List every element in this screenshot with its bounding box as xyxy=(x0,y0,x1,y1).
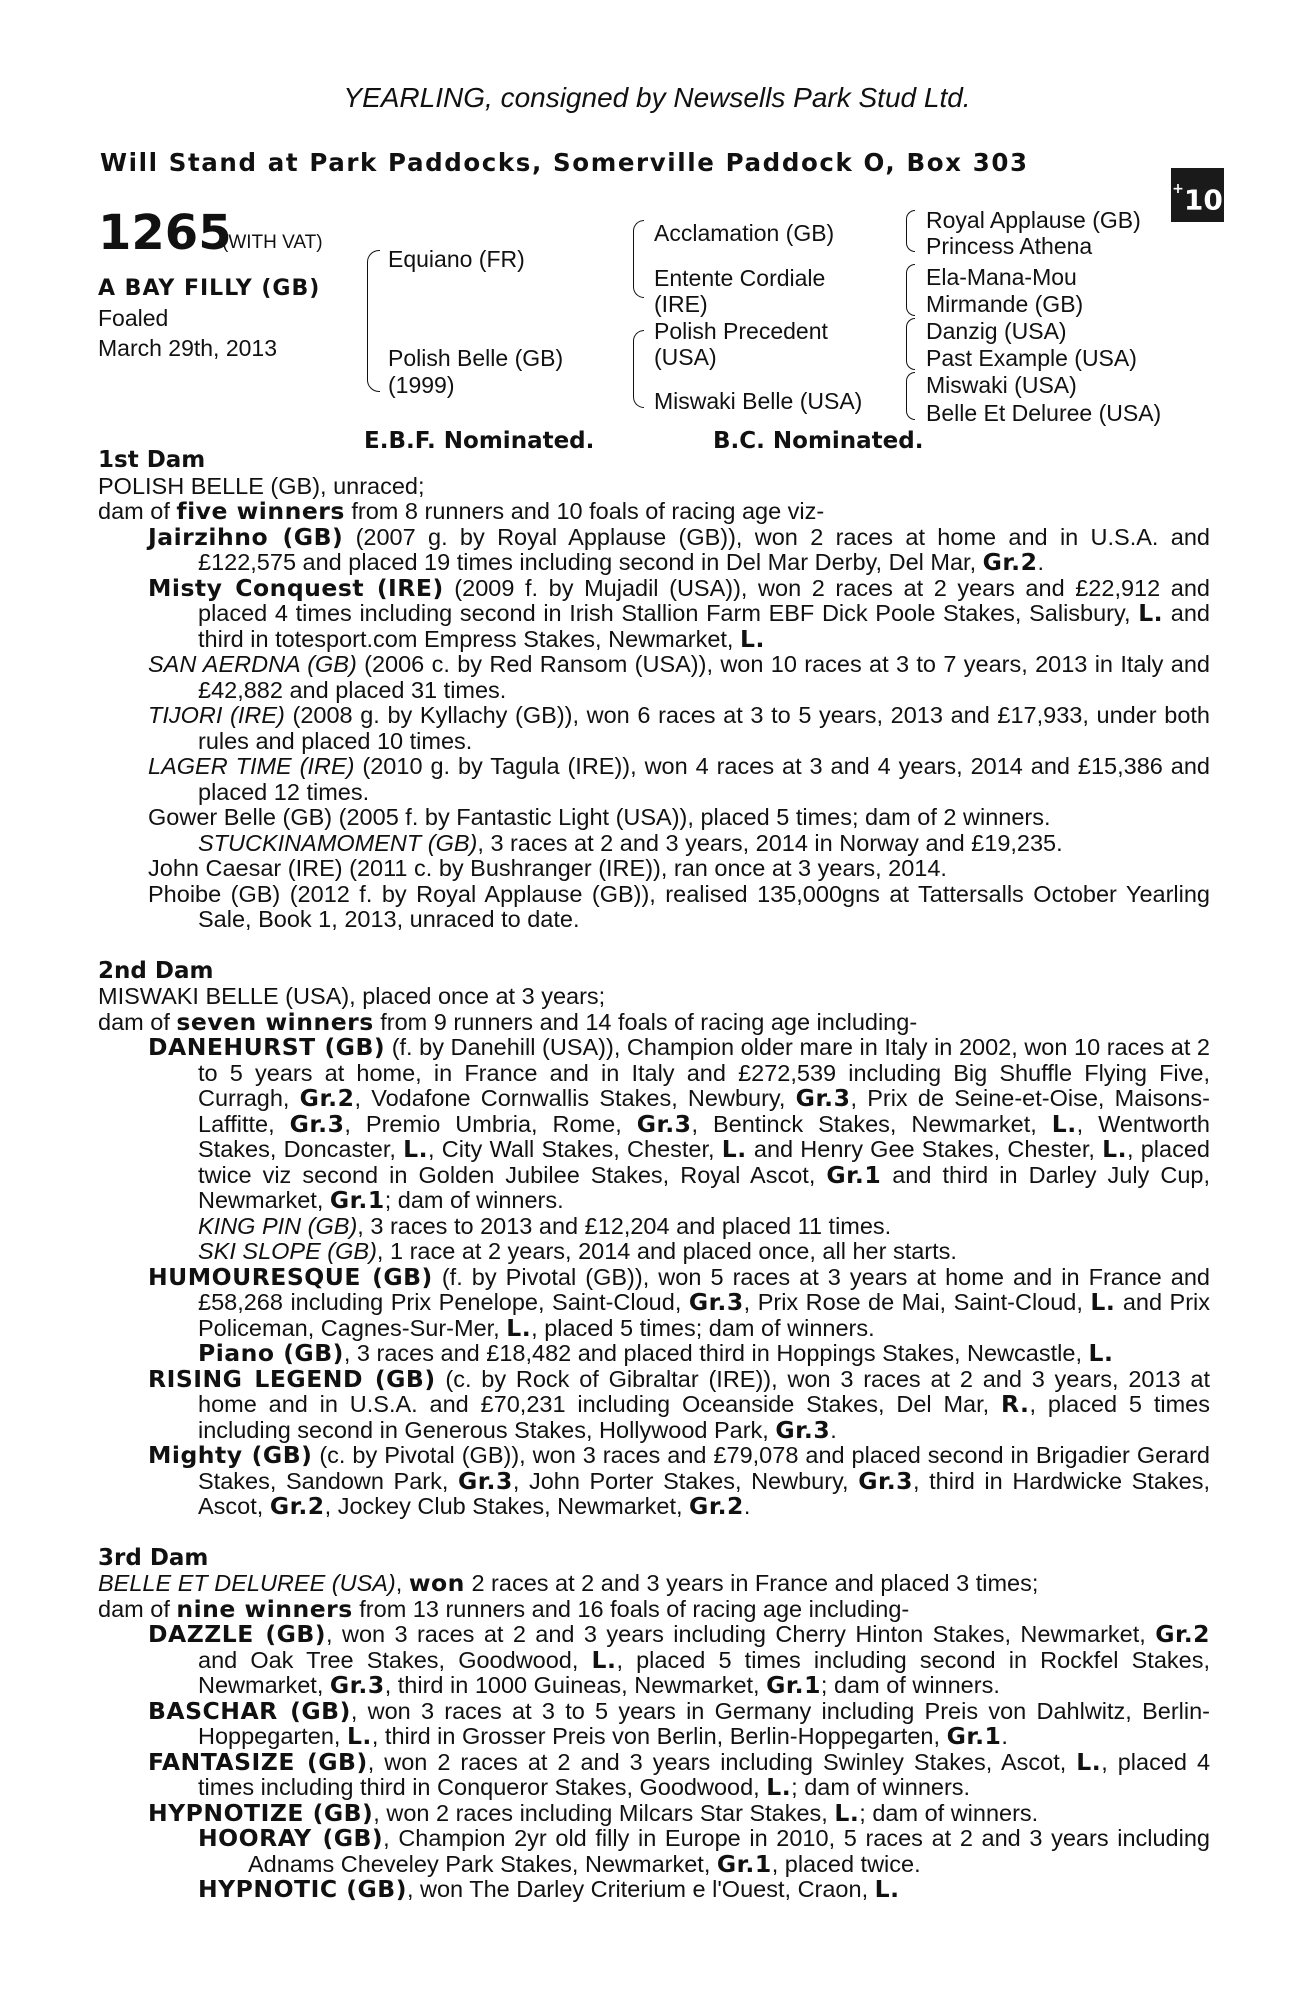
txt: , 3 races to 2013 and £12,204 and placed 11 times. xyxy=(357,1212,892,1239)
progeny-entry xyxy=(98,652,1210,703)
progeny-entry: Jairzihno (GB) (2007 g. by Royal Applause (GB)), won 2 races at home and in U.S.A. and £122,575 and placed 19 times including second in Del Mar Derby, Del Mar, Gr.2. xyxy=(148,522,1210,576)
txt: , won 3 races at 2 and 3 years including Cherry Hinton Stakes, Newmarket, xyxy=(326,1621,1156,1647)
txt: , won 2 races including Milcars Star Stakes, xyxy=(373,1799,835,1826)
txt: (c. by Pivotal (GB)), won 3 races and £79,078 and placed second in Brigadier Gerard Stakes, Sandown Park, xyxy=(198,1442,1210,1494)
txt: , City Wall Stakes, Chester, xyxy=(428,1136,722,1162)
brace-5 xyxy=(906,264,915,316)
txt: and third in Darley July Cup, Newmarket, xyxy=(198,1161,1210,1213)
horse-name: STUCKINAMOMENT (GB) xyxy=(198,829,478,856)
grade: Gr.1 xyxy=(766,1671,821,1699)
brace-3 xyxy=(633,330,644,408)
second-dam-produce xyxy=(98,1007,1210,1036)
txt: , third in Hardwicke Stakes, Ascot, xyxy=(198,1467,1210,1519)
progeny-entry xyxy=(98,1262,1210,1342)
third-dam-title: 3rd Dam xyxy=(98,1544,209,1571)
g2b: Mirmande (GB) xyxy=(926,291,1084,317)
txt: and third in totesport.com Empress Stakes, Newmarket, xyxy=(198,600,1210,652)
txt: (f. by Danehill (USA)), Champion older mare in Italy in 2002, won 10 races at 2 to 5 years at home, in France and in Italy and £272,539 including Big Shuffle Flying Five, Curragh, xyxy=(198,1034,1211,1111)
txt: from 9 runners and 14 foals of racing age including- xyxy=(373,1008,918,1035)
grade: L. xyxy=(1138,599,1164,627)
horse-name: RISING LEGEND (GB) xyxy=(148,1364,436,1393)
txt: , Prix de Seine-et-Oise, Maisons-Laffitte, xyxy=(198,1085,1210,1137)
txt: , 3 races and £18,482 and placed third in Hoppings Stakes, Newcastle, xyxy=(343,1340,1089,1366)
progeny-sub-entry xyxy=(98,831,1210,857)
grade: Gr.3 xyxy=(329,1671,385,1699)
stand-location: Will Stand at Park Paddocks, Somerville Paddock O, Box 303 xyxy=(100,148,1029,177)
horse-name: HOORAY (GB) xyxy=(198,1824,384,1852)
g4b: Belle Et Deluree (USA) xyxy=(926,400,1162,426)
txt: 2 races at 2 and 3 years in France and placed 3 times; xyxy=(464,1570,1039,1596)
vat-badge xyxy=(1171,168,1224,222)
txt: , placed 4 times including third in Conqueror Stakes, Goodwood, xyxy=(198,1748,1211,1800)
first-dam-line: POLISH BELLE (GB), unraced; xyxy=(98,472,425,499)
txt: (2007 g. by Royal Applause (GB)), won 2 races at home and in U.S.A. and £122,575 and placed 19 times including second in Del Mar Derby, Del Mar, xyxy=(198,523,1210,575)
txt: , Wentworth Stakes, Doncaster, xyxy=(198,1110,1210,1162)
txt: , Prix Rose de Mai, Saint-Cloud, xyxy=(743,1289,1091,1315)
first-dam-produce xyxy=(98,499,1210,525)
horse-name: DAZZLE (GB) xyxy=(148,1620,327,1648)
horse-name: SKI SLOPE (GB) xyxy=(198,1238,377,1264)
grade: Gr.3 xyxy=(775,1415,831,1444)
dam-sire-line1: Polish Precedent xyxy=(654,318,828,344)
progeny-entry xyxy=(98,1798,1210,1827)
horse-name: TIJORI (IRE) xyxy=(148,702,285,728)
foaled-info xyxy=(98,303,338,363)
grade: Gr.1 xyxy=(329,1186,385,1214)
g4a: Miswaki (USA) xyxy=(926,372,1077,398)
txt: , xyxy=(395,1570,409,1596)
progeny-entry: RISING LEGEND (GB) (c. by Rock of Gibraltar (IRE)), won 3 races at 2 and 3 years, 2013 at home and in U.S.A. and £70,231 including Oceanside Stakes, Del Mar, R., placed 5 times including second in Generous Stakes, Hollywood Park, Gr.3. xyxy=(148,1364,1210,1444)
progeny-entry: Phoibe (GB) (2012 f. by Royal Applause (GB)), realised 135,000gns at Tattersalls October Yearling Sale, Book 1, 2013, unraced to date. xyxy=(148,880,1210,932)
grade: L. xyxy=(506,1313,532,1342)
brace-2 xyxy=(633,220,644,298)
grade: Gr.3 xyxy=(688,1288,744,1316)
sire-dam-line2: (IRE) xyxy=(654,291,708,317)
progeny-sub-entry xyxy=(98,1341,1210,1367)
txt: , won 3 races at 3 to 5 years in Germany including Preis von Dahlwitz, Berlin-Hoppegarten, xyxy=(198,1697,1210,1749)
winners-count: nine winners xyxy=(176,1594,353,1623)
txt: and Prix Policeman, Cagnes-Sur-Mer, xyxy=(198,1289,1210,1341)
txt: , placed twice viz second in Golden Jubilee Stakes, Royal Ascot, xyxy=(198,1136,1210,1188)
txt: , 1 race at 2 years, 2014 and placed once, all her starts. xyxy=(376,1238,957,1264)
txt: , third in 1000 Guineas, Newmarket, xyxy=(384,1672,767,1698)
txt: , 3 races at 2 and 3 years, 2014 in Norway and £19,235. xyxy=(477,829,1063,856)
grade: L. xyxy=(834,1798,860,1827)
grade: Gr.3 xyxy=(858,1466,913,1495)
txt: and Oak Tree Stakes, Goodwood, xyxy=(198,1646,592,1673)
grade: L. xyxy=(591,1645,617,1674)
progeny-entry: BASCHAR (GB), won 3 races at 3 to 5 years in Germany including Preis von Dahlwitz, Berlin-Hoppegarten, L., third in Grosser Preis von Berlin, Berlin-Hoppegarten, Gr.1. xyxy=(148,1696,1210,1750)
grade: L. xyxy=(403,1135,429,1163)
sire-dam-line1: Entente Cordiale xyxy=(654,265,826,291)
grade: Gr.2 xyxy=(1155,1620,1210,1648)
progeny-sub-entry xyxy=(98,1877,1210,1903)
txt: , Champion 2yr old filly in Europe in 2010, 5 races at 2 and 3 years including Adnams Cheveley Park Stakes, Newmarket, xyxy=(248,1825,1210,1877)
g2a: Ela-Mana-Mou xyxy=(926,264,1077,290)
txt: , Premio Umbria, Rome, xyxy=(344,1110,637,1137)
lot-name: A BAY FILLY (GB) xyxy=(98,276,321,301)
txt: , Bentinck Stakes, Newmarket, xyxy=(691,1110,1052,1137)
brace-6 xyxy=(906,318,915,370)
txt: ; dam of winners. xyxy=(384,1187,564,1213)
badge-plus: + xyxy=(1172,181,1184,197)
sire: Equiano (FR) xyxy=(388,246,525,272)
vat-label: (WITH VAT) xyxy=(222,232,323,253)
progeny-entry xyxy=(98,1622,1210,1699)
horse-name: SAN AERDNA (GB) xyxy=(148,651,357,677)
horse-name: Jairzihno (GB) xyxy=(148,522,344,551)
progeny-entry xyxy=(98,1747,1211,1801)
g1b: Princess Athena xyxy=(926,233,1093,259)
txt: and Henry Gee Stakes, Chester, xyxy=(746,1136,1103,1162)
txt: (2009 f. by Mujadil (USA)), won 2 races at 2 years and £22,912 and placed 4 times including second in Irish Stallion Farm EBF Dick Poole Stakes, Salisbury, xyxy=(198,574,1210,626)
grade: Gr.1 xyxy=(946,1722,1002,1750)
foaled-date: March 29th, 2013 xyxy=(98,335,278,361)
txt: , third in Grosser Preis von Berlin, Berlin-Hoppegarten, xyxy=(371,1723,947,1749)
txt: (2010 g. by Tagula (IRE)), won 4 races at 3 and 4 years, 2014 and £15,386 and placed 12 times. xyxy=(198,753,1210,805)
grade: L. xyxy=(721,1135,747,1163)
progeny-sub-entry xyxy=(98,1826,1210,1877)
horse-name: Mighty (GB) xyxy=(148,1441,313,1469)
first-dam-title: 1st Dam xyxy=(98,447,206,473)
progeny-sub-entry xyxy=(98,1239,1210,1265)
progeny-entry xyxy=(98,703,1210,754)
grade: Gr.3 xyxy=(289,1109,345,1138)
horse-name: BASCHAR (GB) xyxy=(148,1696,351,1725)
horse-name: LAGER TIME (IRE) xyxy=(148,753,355,779)
bc-nominated: B.C. Nominated. xyxy=(713,428,924,454)
brace-7 xyxy=(906,372,915,420)
txt: (c. by Rock of Gibraltar (IRE)), won 3 races at 2 and 3 years, 2013 at home and in U.S.A. and £70,231 including Oceanside Stakes, Del Mar, xyxy=(198,1365,1210,1417)
horse-name: DANEHURST (GB) xyxy=(148,1033,386,1061)
txt: from 8 runners and 10 foals of racing age viz- xyxy=(344,498,825,524)
grade: L. xyxy=(766,1773,792,1801)
txt: , won The Darley Criterium e l'Ouest, Craon, xyxy=(406,1876,875,1902)
grade: L. xyxy=(1051,1109,1077,1138)
sire-sire: Acclamation (GB) xyxy=(654,220,835,246)
g3a: Danzig (USA) xyxy=(926,318,1067,344)
txt: (2008 g. by Kyllachy (GB)), won 6 races at 3 to 5 years, 2013 and £17,933, under both rules and placed 10 times. xyxy=(198,702,1210,754)
txt: , placed 5 times; dam of winners. xyxy=(531,1314,875,1341)
txt: (f. by Pivotal (GB)), won 5 races at 3 years at home and in France and £58,268 including Prix Penelope, Saint-Cloud, xyxy=(198,1263,1210,1315)
txt: dam of xyxy=(98,498,177,524)
horse-name: HYPNOTIZE (GB) xyxy=(148,1798,374,1827)
txt: , John Porter Stakes, Newbury, xyxy=(512,1467,859,1494)
dam-dam: Miswaki Belle (USA) xyxy=(654,388,863,414)
brace-1 xyxy=(367,250,380,392)
grade: L. xyxy=(346,1722,372,1750)
txt: ; dam of winners. xyxy=(791,1774,971,1800)
txt: (2006 c. by Red Ransom (USA)), won 10 races at 3 to 7 years, 2013 in Italy and £42,882 and placed 31 times. xyxy=(198,651,1210,703)
progeny-entry: Mighty (GB) (c. by Pivotal (GB)), won 3 races and £79,078 and placed second in Brigadier Gerard Stakes, Sandown Park, Gr.3, John Porter Stakes, Newbury, Gr.3, third in Hardwicke Stakes, Ascot, Gr.2, Jockey Club Stakes, Newmarket, Gr.2. xyxy=(148,1441,1210,1520)
consignor-heading: YEARLING, consigned by Newsells Park Stud Ltd. xyxy=(343,82,971,113)
grade: L. xyxy=(1076,1747,1102,1776)
progeny-entry: John Caesar (IRE) (2011 c. by Bushranger (IRE)), ran once at 3 years, 2014. xyxy=(148,855,947,881)
third-dam-line xyxy=(98,1571,1210,1597)
dam-sire-line2: (USA) xyxy=(654,344,717,370)
grade: L. xyxy=(1088,1339,1114,1367)
progeny-sub-entry xyxy=(98,1214,1210,1240)
grade: Gr.2 xyxy=(982,548,1038,576)
badge-number: 10 xyxy=(1183,183,1223,217)
g1a: Royal Applause (GB) xyxy=(926,207,1141,233)
txt: , placed 5 times including second in Rockfel Stakes, Newmarket, xyxy=(198,1646,1210,1698)
foaled-label: Foaled xyxy=(98,305,169,331)
progeny-entry xyxy=(98,573,1210,653)
grade: Gr.2 xyxy=(299,1084,355,1112)
lot-number: 1265 xyxy=(98,205,232,261)
progeny-entry xyxy=(98,754,1210,805)
won: won xyxy=(408,1569,465,1597)
txt: ; dam of winners. xyxy=(859,1799,1039,1826)
txt: , placed twice. xyxy=(771,1850,921,1877)
g3b: Past Example (USA) xyxy=(926,345,1137,371)
grade: Gr.3 xyxy=(458,1466,513,1495)
ebf-nominated: E.B.F. Nominated. xyxy=(364,428,595,454)
dam-year: (1999) xyxy=(388,372,455,398)
horse-name: Misty Conquest (IRE) xyxy=(148,573,444,602)
txt: , won 2 races at 2 and 3 years including Swinley Stakes, Ascot, xyxy=(367,1748,1077,1775)
second-dam-title: 2nd Dam xyxy=(98,957,214,984)
horse-name: Piano (GB) xyxy=(198,1339,344,1367)
horse-name: HYPNOTIC (GB) xyxy=(198,1875,407,1903)
grade: Gr.3 xyxy=(795,1084,851,1112)
grade: Gr.2 xyxy=(689,1492,744,1520)
txt: , Jockey Club Stakes, Newmarket, xyxy=(324,1493,690,1519)
txt: , placed 5 times including second in Generous Stakes, Hollywood Park, xyxy=(198,1391,1210,1443)
grade: L. xyxy=(1102,1135,1127,1163)
txt: from 13 runners and 16 foals of racing age including- xyxy=(352,1595,910,1622)
grade: L. xyxy=(874,1875,900,1903)
horse-name: HUMOURESQUE (GB) xyxy=(148,1262,433,1291)
second-dam-line: MISWAKI BELLE (USA), placed once at 3 years; xyxy=(98,983,606,1009)
grade: Gr.3 xyxy=(636,1109,692,1138)
progeny-entry: Gower Belle (GB) (2005 f. by Fantastic Light (USA)), placed 5 times; dam of 2 winners. xyxy=(148,804,1051,830)
grade: L. xyxy=(740,624,765,653)
txt: dam of xyxy=(98,1595,177,1622)
grade: Gr.1 xyxy=(826,1160,882,1189)
catalogue-body xyxy=(98,448,1210,1903)
grade: R. xyxy=(1001,1390,1030,1418)
winners-count: seven winners xyxy=(176,1007,374,1036)
progeny-entry xyxy=(98,1035,1210,1214)
third-dam-produce xyxy=(98,1594,1210,1623)
horse-name: FANTASIZE (GB) xyxy=(148,1747,368,1776)
grade: Gr.1 xyxy=(716,1849,772,1878)
brace-4 xyxy=(906,210,915,252)
dam-name: BELLE ET DELUREE (USA) xyxy=(98,1570,396,1596)
txt: , Vodafone Cornwallis Stakes, Newbury, xyxy=(354,1085,796,1111)
horse-name: KING PIN (GB) xyxy=(198,1212,358,1239)
grade: Gr.2 xyxy=(269,1492,325,1520)
winners-count: five winners xyxy=(176,497,345,525)
txt: ; dam of winners. xyxy=(820,1672,1000,1698)
dam: Polish Belle (GB) xyxy=(388,345,564,371)
txt: dam of xyxy=(98,1008,177,1035)
grade: L. xyxy=(1090,1288,1116,1316)
